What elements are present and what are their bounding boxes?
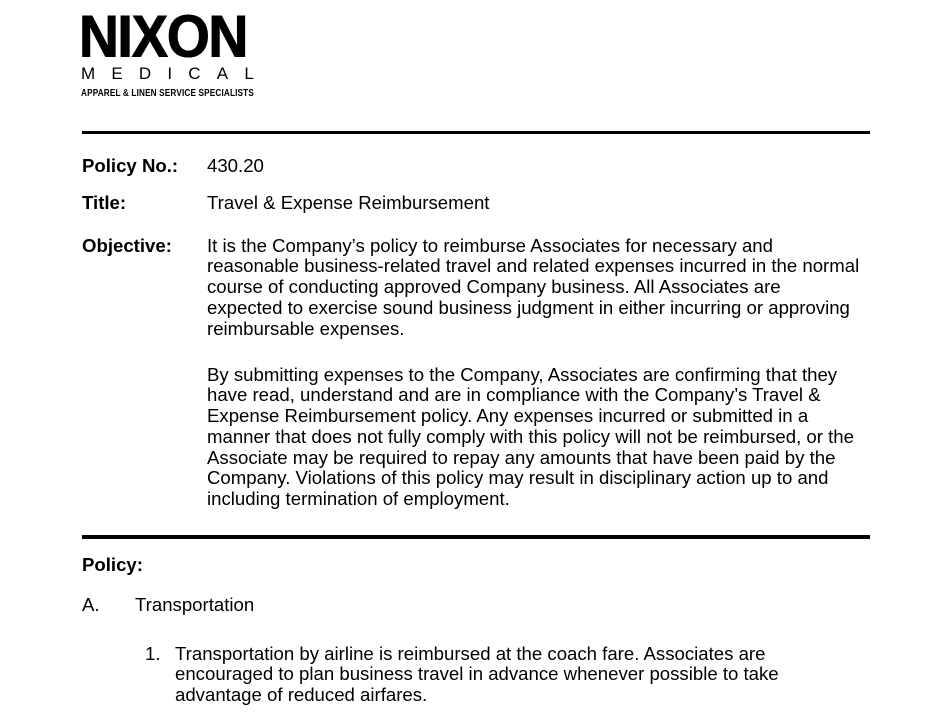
objective-label: Objective:: [82, 234, 172, 256]
objective-p2-line-1: By submitting expenses to the Company, Associates are confirming that they: [207, 363, 838, 385]
title-label: Title:: [82, 191, 127, 213]
objective-p2-line-2: have read, understand and are in compliance with the Company’s Travel &: [207, 384, 821, 406]
policy-section-heading: Policy:: [82, 553, 143, 575]
objective-p1-line-2: reasonable business-related travel and related expenses incurred in the normal: [207, 255, 860, 277]
objective-p2-line-5: Associate may be required to repay any amounts that have been paid by the: [207, 446, 836, 468]
policy-no-label: Policy No.:: [82, 154, 179, 176]
objective-p1-line-5: reimbursable expenses.: [207, 317, 405, 339]
objective-paragraph-2: [207, 365, 854, 511]
logo-brand-text: NIXON: [79, 3, 247, 70]
objective-p2-line-7: including termination of employment.: [207, 488, 510, 510]
divider-rule-top: [82, 131, 870, 135]
objective-p1-line-1: It is the Company’s policy to reimburse Associates for necessary and: [207, 234, 773, 256]
objective-p2-line-6: Company. Violations of this policy may result in disciplinary action up to and: [207, 467, 829, 489]
objective-p2-line-3: Expense Reimbursement policy. Any expenses incurred or submitted in a: [207, 405, 809, 427]
section-a-item-1-text: [175, 644, 779, 706]
item-1-line-2: encouraged to plan business travel in advance whenever possible to take: [175, 663, 779, 685]
section-a-item-1-marker: 1.: [145, 642, 161, 664]
policy-no-value: 430.20: [207, 154, 264, 176]
objective-paragraph-1: [207, 236, 859, 340]
item-1-line-1: Transportation by airline is reimbursed at the coach fare. Associates are: [175, 642, 766, 664]
title-value: Travel & Expense Reimbursement: [207, 191, 490, 213]
item-1-line-3: advantage of reduced airfares.: [175, 684, 428, 706]
section-a-title: Transportation: [135, 593, 255, 615]
objective-p2-line-4: manner that does not fully comply with this policy will not be reimbursed, or the: [207, 425, 854, 447]
divider-rule-bottom: [82, 535, 870, 539]
section-a-marker: A.: [82, 593, 100, 615]
objective-p1-line-4: expected to exercise sound business judgment in either incurring or approving: [207, 296, 850, 318]
logo-division-text: MEDICAL: [81, 64, 270, 83]
logo-tagline-text: APPAREL & LINEN SERVICE SPECIALISTS: [81, 87, 254, 99]
objective-p1-line-3: course of conducting approved Company business. All Associates are: [207, 276, 781, 298]
